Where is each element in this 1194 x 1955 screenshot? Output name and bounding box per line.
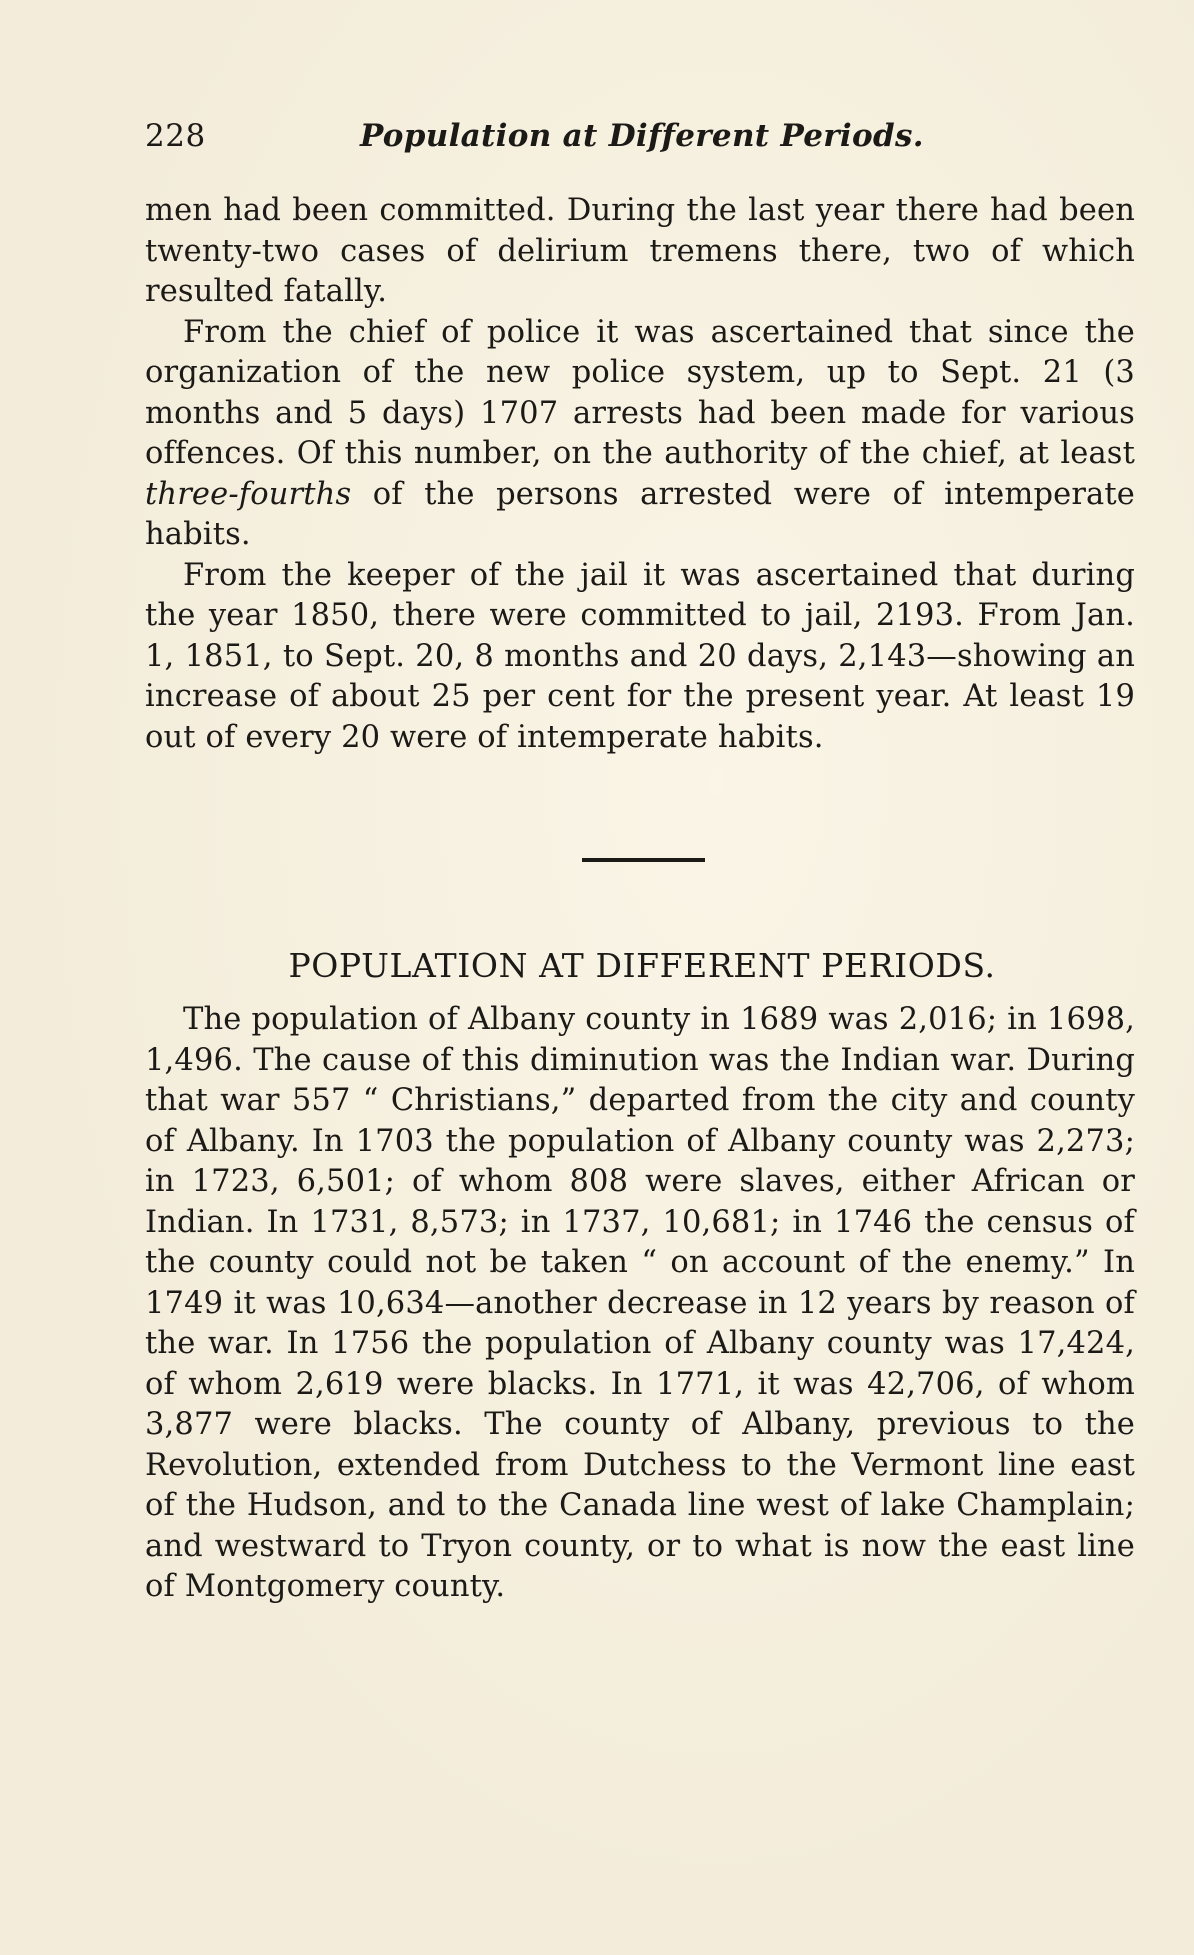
running-head: Population at Different Periods. (360, 118, 924, 154)
page-header (145, 118, 1065, 168)
paragraph-committed: men had been committed. During the last year there had been twenty-two cases of delirium tremens there, two of which resulted fatally. (145, 193, 1135, 309)
section-divider (582, 858, 705, 862)
paragraph-police (145, 313, 1135, 556)
section-body (145, 1000, 1135, 1608)
emphasis-three-fourths: three-fourths (145, 476, 352, 512)
section-heading: POPULATION AT DIFFERENT PERIODS. (288, 946, 996, 985)
page-number: 228 (145, 118, 206, 154)
paragraph-population: The population of Albany county in 1689 was 2,016; in 1698, 1,496. The cause of this diminution was the Indian war. During that war 557 “ Christians,” departed from the city and county of Albany. In 1703 the population of Albany county was 2,273; in 1723, 6,501; of whom 808 were slaves, either African or Indian. In 1731, 8,573; in 1737, 10,681; in 1746 the census of the county could not be taken “ on account of the enemy.” In 1749 it was 10,634—another decrease in 12 years by reason of the war. In 1756 the population of Albany county was 17,424, of whom 2,619 were blacks. In 1771, it was 42,706, of whom 3,877 were blacks. The county of Albany, previous to the Revolution, extended from Dutchess to the Vermont line east of the Hudson, and to the Canada line west of lake Champlain; and westward to Tryon county, or to what is now the east line of Montgomery county. (145, 1002, 1135, 1604)
paragraph-jail: From the keeper of the jail it was ascertained that during the year 1850, there were committed to jail, 2193. From Jan. 1, 1851, to Sept. 20, 8 months and 20 days, 2,143—showing an increase of about 25 per cent for the present year. At least 19 out of every 20 were of intemperate habits. (145, 557, 1135, 755)
police-text-start: From the chief of police it was ascertained that since the organization of the new police system, up to Sept. 21 (3 months and 5 days) 1707 arrests had been made for various offences. Of this number, on the authority of the chief, at least (145, 314, 1135, 471)
continued-text (145, 191, 1135, 758)
police-text-end: of the persons arrested were of intemperate habits. (145, 476, 1135, 552)
